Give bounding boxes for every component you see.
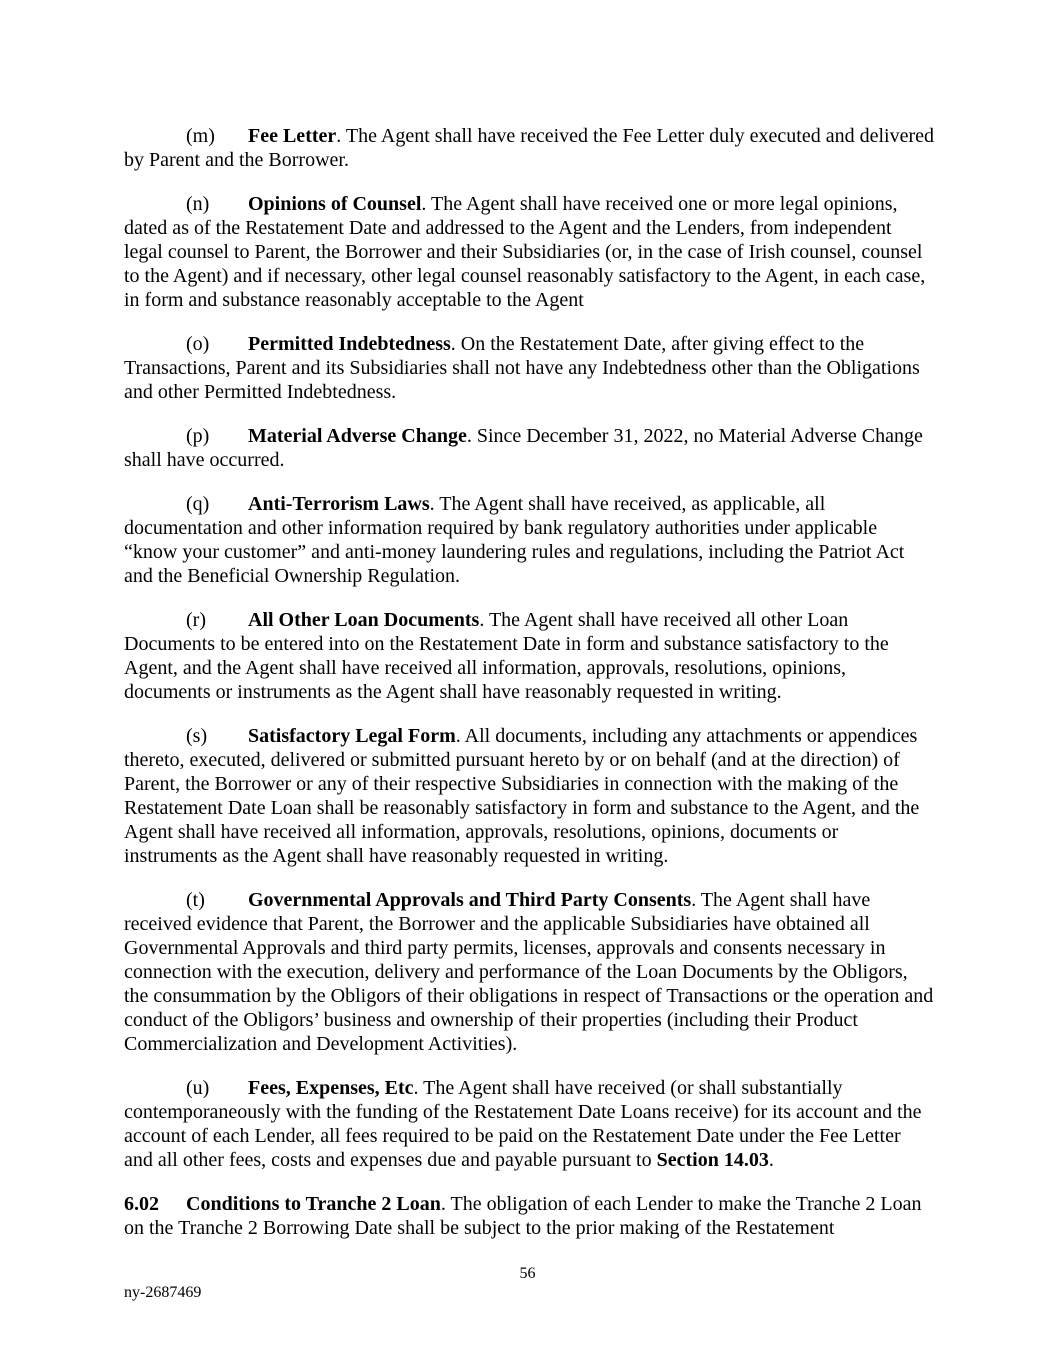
paragraph-o (124, 332, 934, 404)
paragraph-label: (s) (186, 725, 208, 747)
section-text: . The obligation of each Lender to make the Tranche 2 Loan on the Tranche 2 Borrowing Date shall be subject to the prior making of the Restatement (124, 1193, 922, 1239)
paragraph-s (124, 724, 934, 868)
paragraph-heading: Permitted Indebtedness (248, 333, 451, 355)
paragraph-text: . The Agent shall have received one or more legal opinions, dated as of the Restatement Date and addressed to the Agent and the Lenders, from independent legal counsel to Parent, the Borrower and their Subsidiaries (or, in the case of Irish counsel, counsel to the Agent) and if necessary, other legal counsel reasonably satisfactory to the Agent, in each case, in form and substance reasonably acceptable to the Agent (124, 193, 926, 311)
paragraph-u (124, 1076, 934, 1172)
paragraph-tail: . (768, 1149, 774, 1171)
paragraph-heading: Anti-Terrorism Laws (248, 493, 430, 515)
paragraph-label: (t) (186, 889, 205, 911)
document-id: ny-2687469 (124, 1284, 202, 1301)
section-heading: Conditions to Tranche 2 Loan (186, 1193, 441, 1215)
paragraph-label: (o) (186, 333, 210, 355)
paragraph-text: . The Agent shall have received the Fee Letter duly executed and delivered by Parent and the Borrower. (124, 125, 934, 171)
paragraph-t (124, 888, 934, 1056)
paragraph-label: (u) (186, 1077, 210, 1099)
paragraph-text: . On the Restatement Date, after giving effect to the Transactions, Parent and its Subsidiaries shall not have any Indebtedness other than the Obligations and other Permitted Indebtedness. (124, 333, 920, 403)
paragraph-label: (m) (186, 125, 215, 147)
paragraph-text: . All documents, including any attachments or appendices thereto, executed, delivered or submitted pursuant hereto by or on behalf (and at the direction) of Parent, the Borrower or any of their respective Subsidiaries in connection with the making of the Restatement Date Loan shall be reasonably satisfactory in form and substance to the Agent, and the Agent shall have received all information, approvals, resolutions, opinions, documents or instruments as the Agent shall have reasonably requested in writing. (124, 725, 920, 867)
paragraph-label: (p) (186, 425, 210, 447)
paragraph-label: (r) (186, 609, 206, 631)
paragraph-m (124, 124, 934, 172)
section-number: 6.02 (124, 1193, 159, 1215)
section-6-02 (124, 1192, 934, 1240)
paragraph-q (124, 492, 934, 588)
paragraph-heading: Fee Letter (248, 125, 337, 147)
paragraph-text: . The Agent shall have received evidence that Parent, the Borrower and the applicable Subsidiaries have obtained all Governmental Approvals and third party permits, licenses, approvals and consents necessary in connection with the execution, delivery and performance of the Loan Documents by the Obligors, the consummation by the Obligors of their obligations in respect of Transactions or the operation and conduct of the Obligors’ business and ownership of their properties (including their Product Commercialization and Development Activities). (124, 889, 934, 1055)
paragraph-heading: Fees, Expenses, Etc (248, 1077, 414, 1099)
paragraph-text: . The Agent shall have received (or shall substantially contemporaneously with the funding of the Restatement Date Loans receive) for its account and the account of each Lender, all fees required to be paid on the Restatement Date under the Fee Letter and all other fees, costs and expenses due and payable pursuant to (124, 1077, 922, 1171)
paragraph-heading: Opinions of Counsel (248, 193, 422, 215)
paragraph-heading: All Other Loan Documents (248, 609, 480, 631)
paragraph-label: (q) (186, 493, 210, 515)
page-number: 56 (519, 1265, 536, 1282)
paragraph-text: . The Agent shall have received, as applicable, all documentation and other information required by bank regulatory authorities under applicable “know your customer” and anti-money laundering rules and regulations, including the Patriot Act and the Beneficial Ownership Regulation. (124, 493, 905, 587)
document-body (124, 124, 934, 1240)
section-reference: Section 14.03 (656, 1149, 769, 1171)
paragraph-text: . Since December 31, 2022, no Material Adverse Change shall have occurred. (124, 425, 923, 471)
paragraph-label: (n) (186, 193, 210, 215)
paragraph-text: . The Agent shall have received all other Loan Documents to be entered into on the Restatement Date in form and substance satisfactory to the Agent, and the Agent shall have received all information, approvals, resolutions, opinions, documents or instruments as the Agent shall have reasonably requested in writing. (124, 609, 889, 703)
paragraph-heading: Governmental Approvals and Third Party Consents (248, 889, 692, 911)
paragraph-n (124, 192, 934, 312)
paragraph-r (124, 608, 934, 704)
paragraph-p (124, 424, 934, 472)
paragraph-heading: Satisfactory Legal Form (248, 725, 456, 747)
paragraph-heading: Material Adverse Change (248, 425, 467, 447)
